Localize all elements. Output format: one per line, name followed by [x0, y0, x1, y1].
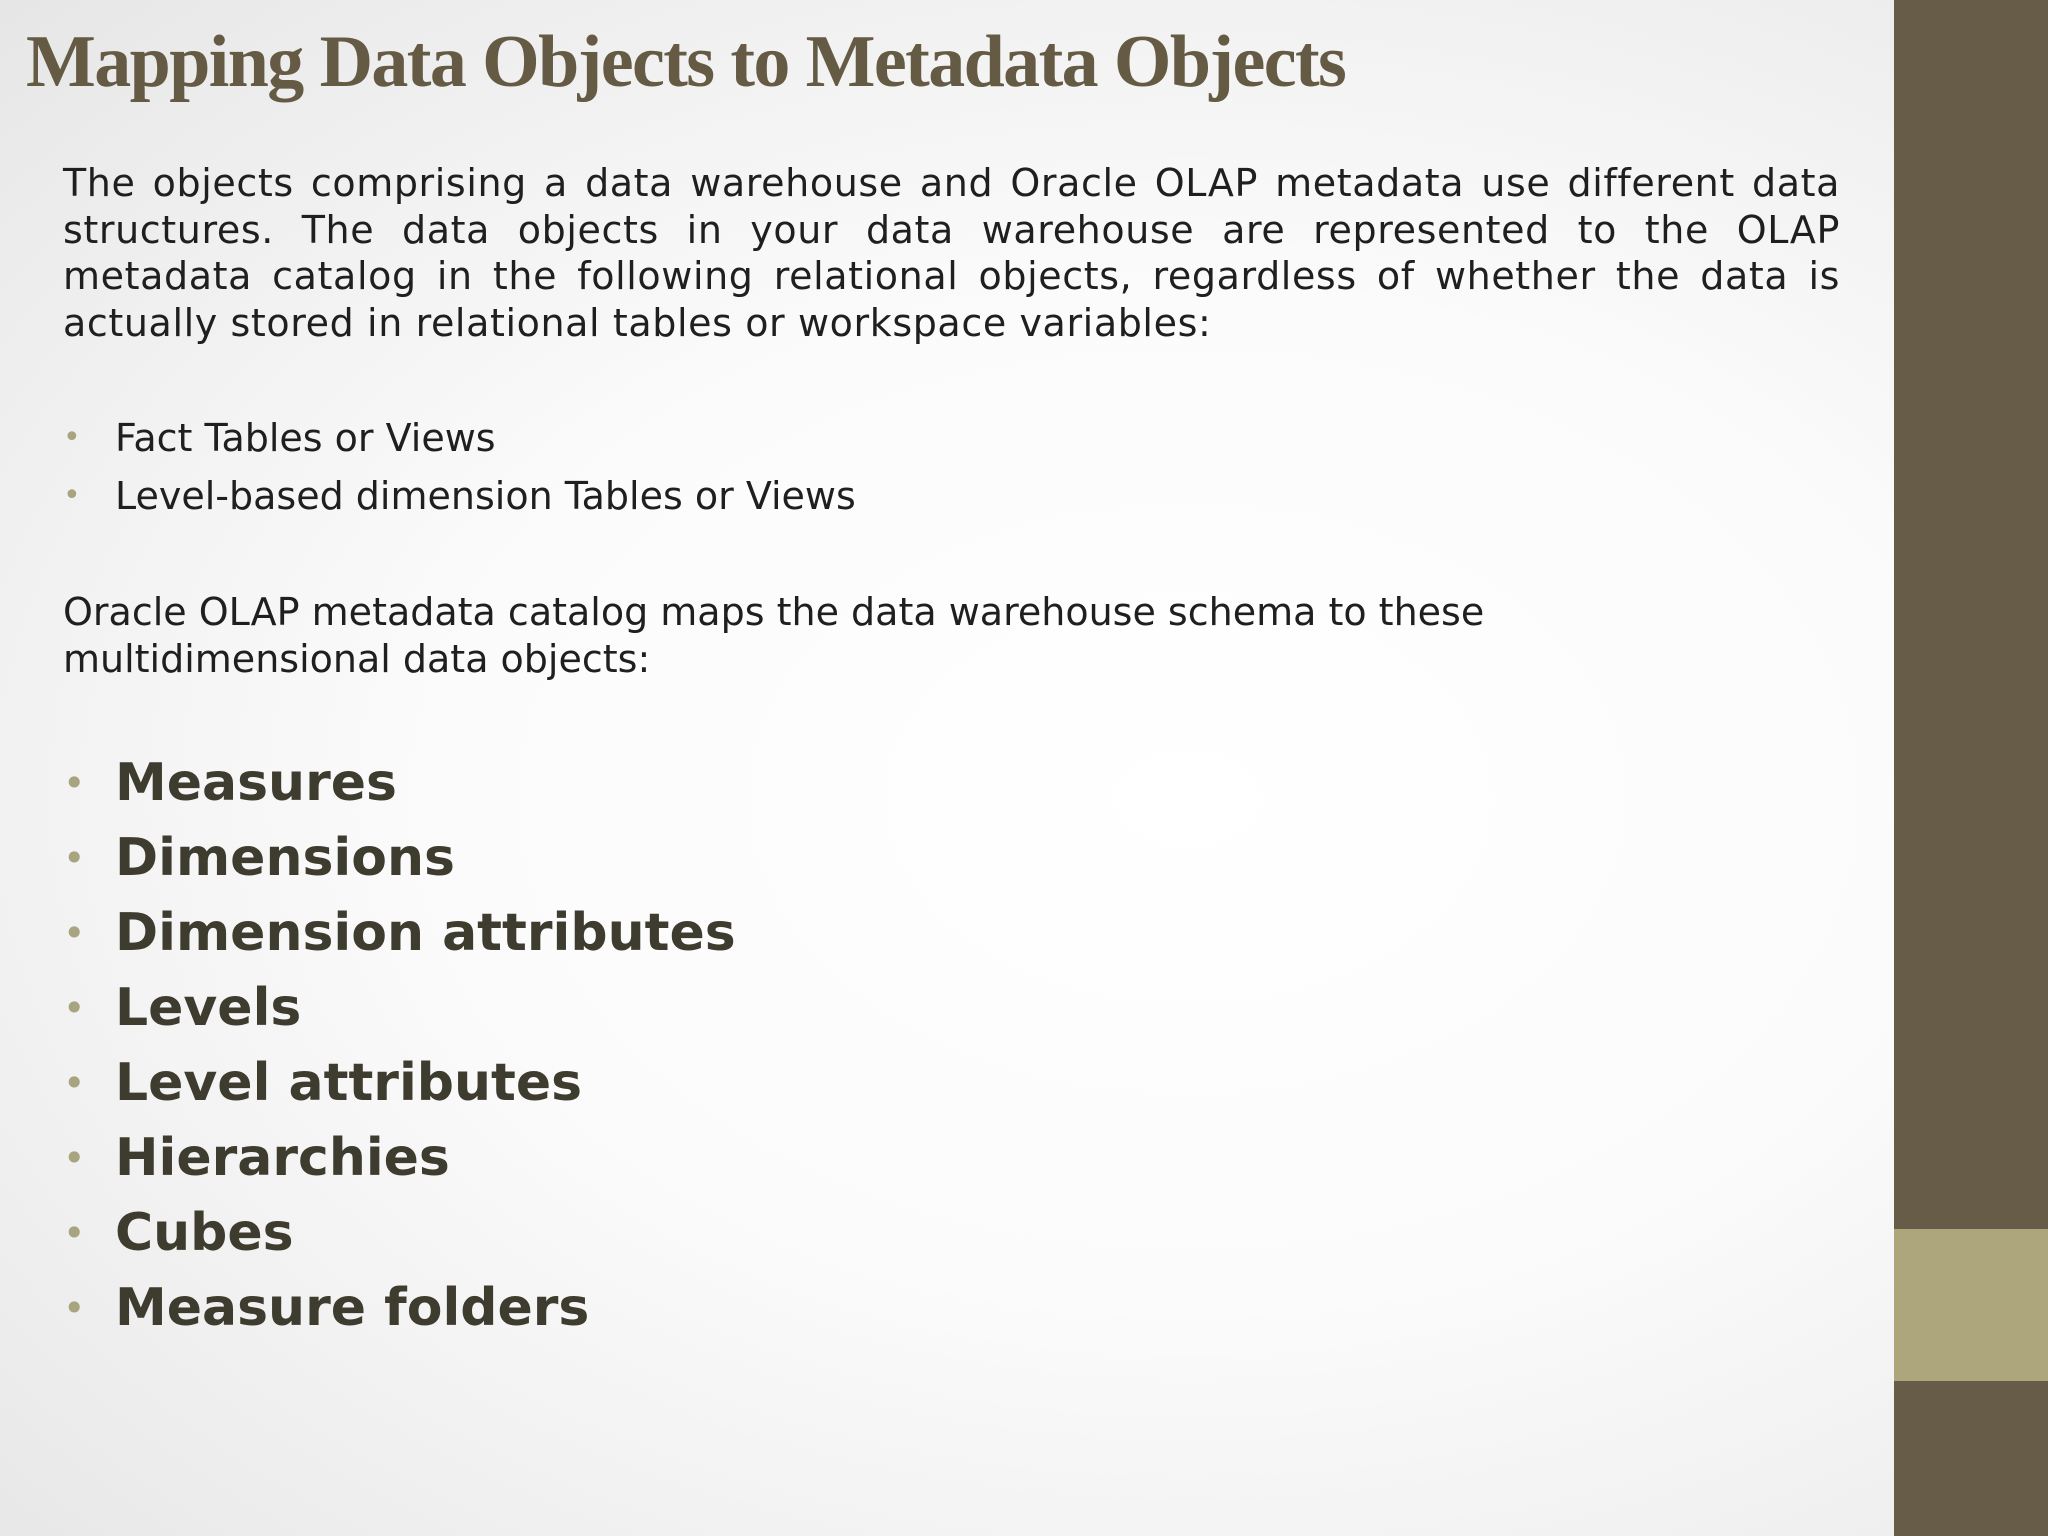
list-item: [63, 971, 736, 1046]
list-item: [63, 821, 736, 896]
list-item-label: Dimensions: [115, 828, 455, 888]
list-item-label: Dimension attributes: [115, 903, 736, 963]
list-item-label: Measure folders: [115, 1278, 590, 1338]
bullet-icon: •: [63, 1211, 86, 1255]
list-item-label: Levels: [115, 978, 302, 1038]
list-item: [63, 1196, 736, 1271]
list-item-label: Cubes: [115, 1203, 294, 1263]
list-item: [63, 1121, 736, 1196]
mapping-paragraph: Oracle OLAP metadata catalog maps the data warehouse schema to these multidimensional data objects:: [63, 590, 1485, 681]
bullet-icon: •: [63, 1061, 86, 1105]
list-item: [63, 896, 736, 971]
list-item-label: Fact Tables or Views: [115, 416, 496, 460]
bullet-icon: •: [63, 478, 81, 513]
intro-text: The objects comprising a data warehouse and Oracle OLAP metadata use different data structures. The data objects in your data warehouse are represented to the OLAP metadata catalog in the following relational objects, regardless of whether the data is actually stored in relational tables or workspace variables:: [63, 161, 1840, 345]
relational-objects-list: [63, 409, 856, 525]
bullet-icon: •: [63, 1136, 86, 1180]
list-item-label: Level-based dimension Tables or Views: [115, 474, 856, 518]
list-item: [63, 467, 856, 525]
slide-title: Mapping Data Objects to Metadata Objects: [26, 21, 1346, 103]
list-item-label: Level attributes: [115, 1053, 583, 1113]
bullet-icon: •: [63, 836, 86, 880]
decorative-accent-block: [1894, 1229, 2048, 1381]
intro-paragraph: [63, 160, 1840, 346]
list-item-label: Measures: [115, 753, 397, 813]
list-item: [63, 746, 736, 821]
list-item: [63, 1046, 736, 1121]
bullet-icon: •: [63, 420, 81, 455]
list-item: [63, 409, 856, 467]
list-item-label: Hierarchies: [115, 1128, 450, 1188]
bullet-icon: •: [63, 986, 86, 1030]
bullet-icon: •: [63, 1286, 86, 1330]
list-item: [63, 1271, 736, 1346]
bullet-icon: •: [63, 761, 86, 805]
bullet-icon: •: [63, 911, 86, 955]
multidimensional-objects-list: [63, 746, 736, 1346]
